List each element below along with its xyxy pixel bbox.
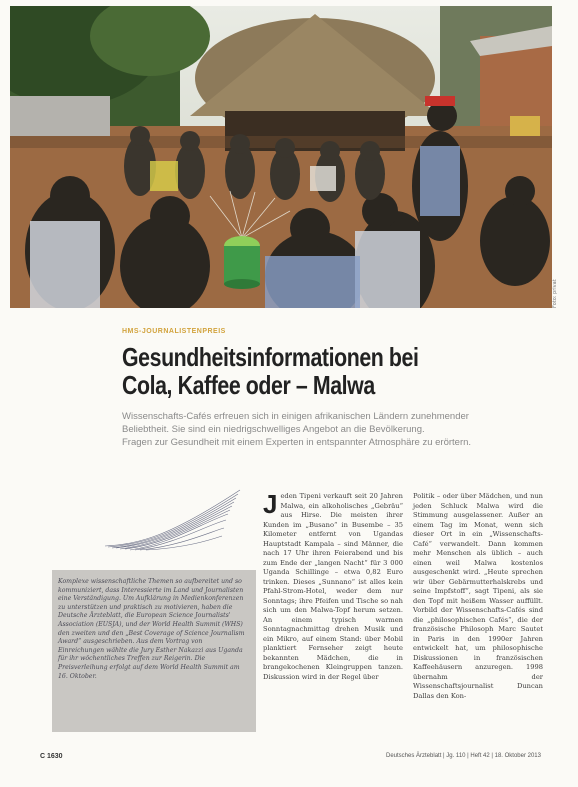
article-column-1 bbox=[263, 489, 403, 682]
page-number: C 1630 bbox=[40, 753, 63, 760]
lead-line-3: Fragen zur Gesundheit mit einem Experten in entspannter Atmosphäre zu erörtern. bbox=[122, 437, 472, 448]
column-1-text: eden Tipeni verkauft seit 20 Jahren Malwa, ein alkoholisches „Gebräu“ aus Hirse. Die meisten ihrer Kunden im „Busano“ in Busembe – 35 Kilometer entfernt von Ugandas Hauptstadt Kampala – sind Männer, die nach 17 Uhr ihren Feierabend und bis zum Ende der „langen Nacht“ für 3 000 Uganda Schillinge – etwa 0,82 Euro trinken. Dieses „Sunnano“ ist alles kein Pfahl-Strom-Hotel, weder dem nur Sonntags; ihre Pfeifen und Tische so nah sich um den Malwa-Topf herum setzen. An einem typisch warmen Sonntagnachmittag drehen Musik und ein Mikro, auf einem Stand: über Mobil planktiert Fernseher zeigt heute bekannten Mädchen, die in brangekochenen Kleingruppen tanzen. Diskussion wird in der Regel über bbox=[263, 492, 403, 681]
article-kicker: HMS-JOURNALISTENPREIS bbox=[122, 328, 226, 335]
award-wave-logo bbox=[100, 486, 250, 556]
award-info-box bbox=[52, 570, 256, 732]
journal-footer: Deutsches Ärzteblatt | Jg. 110 | Heft 42 | 18. Oktober 2013 bbox=[386, 753, 541, 759]
photo-illustration bbox=[10, 6, 552, 308]
award-info-text: Komplexe wissenschaftliche Themen so aufbereitet und so kommuniziert, dass Interessierte im Land und Journalisten eine Verständigung. Um Aufklärung in Medienkonferenzen zu unterstützen und praktisch zu motivieren, haben die Deutsche Ärzteblatt, die European Science Journalists' Association (EUSJA), und der World Health Summit (WHS) den zweiten und den „Best Coverage of Science Journalism Award“ ausgeschrieben. Aus dem Vortrag von Einreichungen wählte die Jury Esther Nakazzi aus Uganda für ihr wöchentliches Treffen zur Reigerin. Die Preisverleihung erfolgt auf dem World Health Summit am 16. Oktober. bbox=[58, 578, 245, 680]
title-line-2: Cola, Kaffee oder – Malwa bbox=[122, 370, 375, 400]
drop-cap: J bbox=[263, 489, 278, 519]
title-line-1: Gesundheitsinformationen bei bbox=[122, 342, 419, 372]
column-2-text: Politik – oder über Mädchen, und nun jeden Schluck Malwa wird die Stimmung ausgelassener. Außer an einem Tag im Monat, wenn sich dieser Ort in ein „Wissenschafts-Café“ verwandelt. Dann kommen mehr Menschen als üblich – auch einen weil Malwa kostenlos ausgeschenkt wird. „Heute sprechen wir über Gebärmutterhalskrebs und seine Impfstoff“, sagt Tipeni, als sie den Topf mit heißem Wasser auffüllt. Vorbild der Wissenschafts-Cafés sind die „philosophischen Cafés“, die der französische Philosoph Marc Sautet in Paris in den 1990er Jahren entwickelt hat, um philosophische Diskussionen in französischen Kaffeehäusern anzuregen. 1998 übernahm der Wissenschaftsjournalist Duncan Dallas den Kon- bbox=[413, 492, 543, 700]
article-lead bbox=[122, 410, 552, 449]
lead-line-1: Wissenschafts-Cafés erfreuen sich in einigen afrikanischen Ländern zunehmender bbox=[122, 411, 469, 422]
article-title bbox=[122, 343, 466, 399]
village-meeting-photo bbox=[10, 6, 552, 308]
lead-line-2: Beliebtheit. Sie sind ein niedrigschwelliges Angebot an die Bevölkerung. bbox=[122, 424, 425, 435]
photo-credit: Foto: privat bbox=[552, 279, 558, 308]
article-column-2 bbox=[413, 492, 543, 701]
